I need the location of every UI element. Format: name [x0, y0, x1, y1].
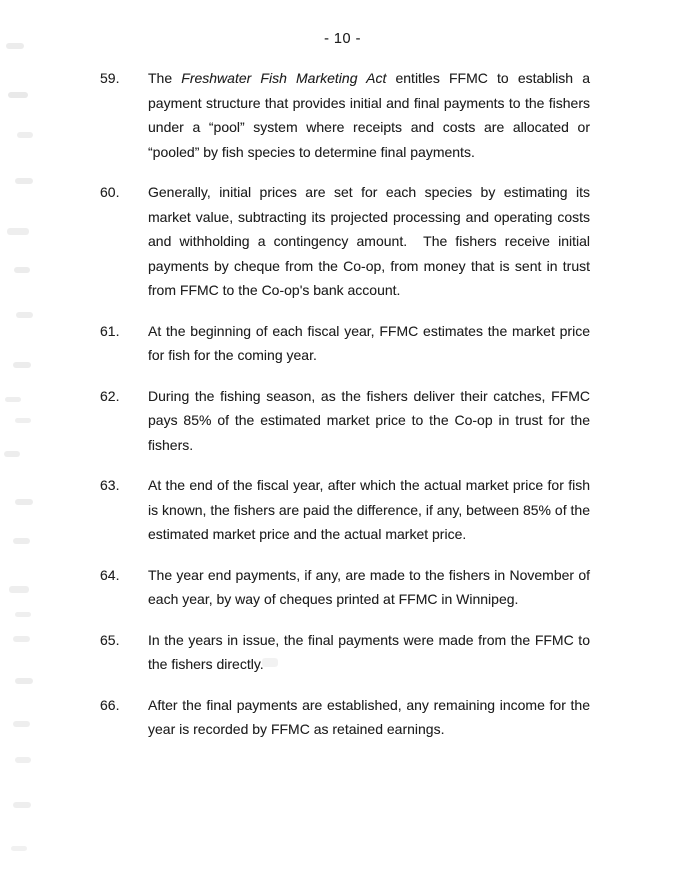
paragraph-number: 63.: [100, 477, 120, 493]
page-number: - 10 -: [324, 31, 361, 47]
paragraph-number: 65.: [100, 631, 120, 648]
scan-artifact: [15, 612, 31, 617]
paragraph-text: At the end of the fiscal year, after which the actual market price for fish is known, the fishers are paid the difference, if any, between 85% of the estimated market price and the actual market price.: [148, 477, 590, 542]
paragraph-number: 60.: [100, 184, 120, 200]
paragraph-59: [100, 66, 590, 164]
document-body: [100, 66, 590, 758]
paragraph-text: The year end payments, if any, are made to the fishers in November of each year, by way of cheques printed at FFMC in Winnipeg.: [148, 566, 590, 607]
paragraph-65: [100, 628, 590, 677]
scan-artifact: [4, 451, 20, 457]
paragraph-segment: entitles FFMC to establish a payment structure that provides initial and final payments to the fishers under a “pool” system where receipts and costs are allocated or “pooled” by fish species to determine final payments.: [148, 70, 590, 160]
paragraph-text: [148, 66, 590, 164]
scan-artifact: [17, 132, 33, 138]
scan-artifact: [8, 92, 28, 98]
paragraph-63: [100, 473, 590, 547]
paragraph-text: Generally, initial prices are set for each species by estimating its market value, subtracting its projected processing and operating costs and withholding a contingency amount. The fishers receive initial payments by cheque from the Co-op, from money that is sent in trust from FFMC to the Co-op's bank account.: [148, 184, 590, 298]
scan-artifact: [15, 678, 33, 684]
scan-artifact: [14, 267, 30, 273]
paragraph-66: [100, 693, 590, 742]
scan-artifact: [15, 418, 31, 423]
paragraph-text: During the fishing season, as the fishers deliver their catches, FFMC pays 85% of the estimated market price to the Co-op in trust for the fishers.: [148, 387, 590, 453]
scan-artifact: [13, 802, 31, 808]
paragraph-number: 59.: [100, 70, 120, 86]
paragraph-text: In the years in issue, the final payments were made from the FFMC to the fishers directly.: [148, 631, 590, 672]
scan-artifact: [7, 228, 29, 235]
scan-artifact: [13, 721, 30, 727]
scan-artifact: [9, 586, 29, 593]
paragraph-text: At the beginning of each fiscal year, FFMC estimates the market price for fish for the coming year.: [148, 322, 590, 363]
scan-artifact: [13, 538, 30, 544]
paragraph-text: After the final payments are established, any remaining income for the year is recorded by FFMC as retained earnings.: [148, 696, 590, 737]
paragraph-number: 66.: [100, 696, 120, 713]
paragraph-61: [100, 319, 590, 368]
paragraph-number: 64.: [100, 566, 120, 583]
paragraph-number: 62.: [100, 387, 120, 404]
scan-artifact: [13, 636, 30, 642]
scan-artifact: [15, 178, 33, 184]
scan-artifact: [5, 397, 21, 402]
scan-artifact: [15, 499, 33, 505]
paragraph-60: [100, 180, 590, 303]
scan-artifact: [13, 362, 31, 368]
paragraph-64: [100, 563, 590, 612]
scan-artifact: [11, 846, 27, 851]
paragraph-62: [100, 384, 590, 458]
scan-artifact: [16, 312, 33, 318]
paragraph-number: 61.: [100, 322, 120, 339]
paragraph-segment: The: [148, 70, 182, 86]
scan-artifact: [15, 757, 31, 763]
act-title-italic: Freshwater Fish Marketing Act: [181, 70, 387, 86]
